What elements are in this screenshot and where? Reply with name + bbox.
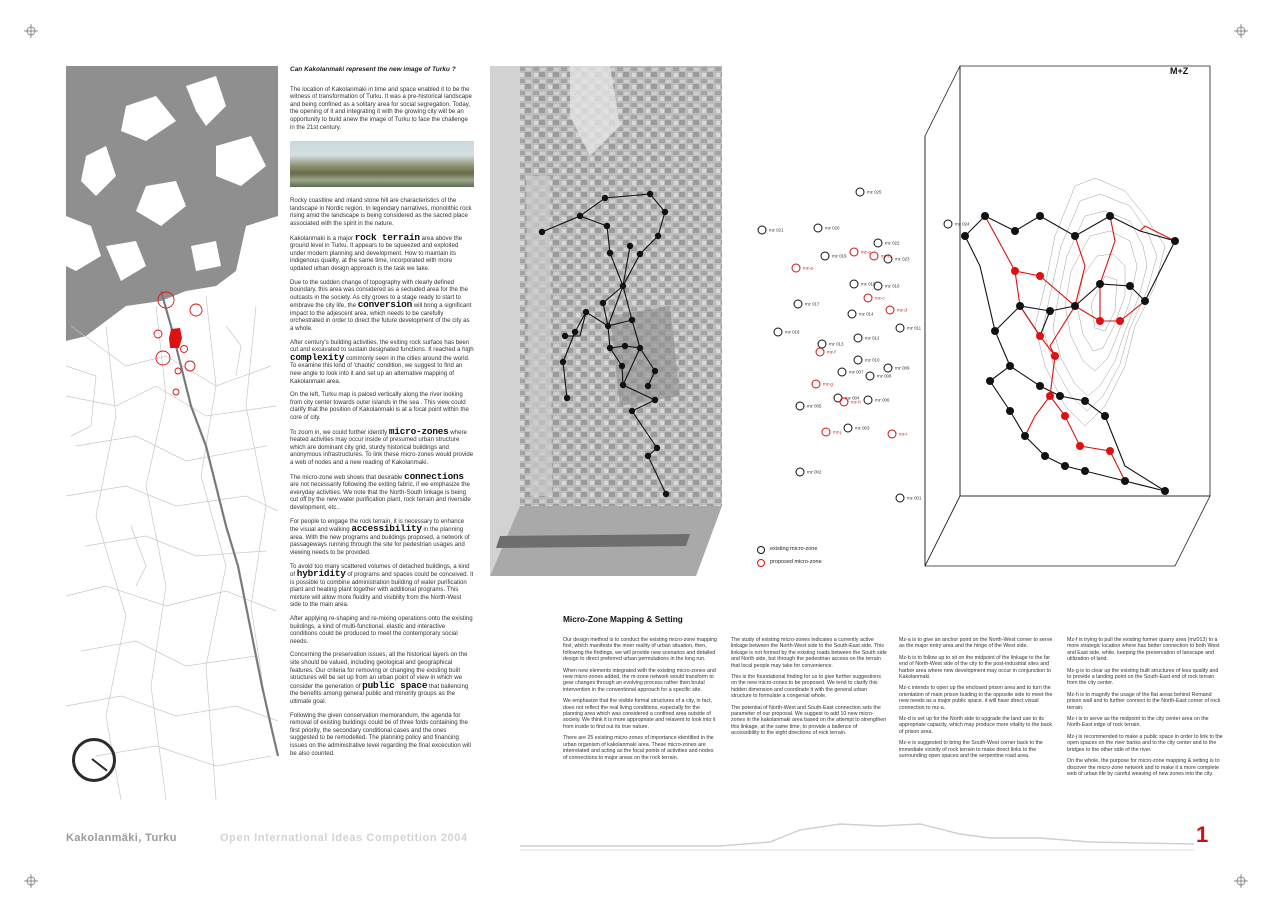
microzone-marker — [850, 280, 858, 288]
page-number: 1 — [1196, 822, 1209, 847]
aerial-microzone-web — [490, 66, 722, 576]
body-column-1: Our design method is to conduct the existing micro-zone mapping first, which manifests the inner reality of urban situation, then, following the findings, we will provide new scenarios and detailed design to direct preferred urban permutations in the long run. When new elements integrated with the existing micro-zones and new micro-zones added, the m-zone network would transform to gear changes through an evolving process rather then brutal intervention in the conventional approach for a specific site. We emphasize that the visible formal structures of a city, in fact, does not reflect the real living conditions, especially for the planning area which was considered a confined area outside of society. We think it is more appropriate and relavent to look into it from inside to find out its true nature. There are 25 existing micro-zones of importance identified in the urban organism of kakolanmaki area. These micro-zones are interrelated and acting as the focal points of activities and nodes of connections to major areas on the rock terrain. — [563, 637, 717, 761]
microzone-marker — [834, 394, 842, 402]
microzone-marker — [796, 468, 804, 476]
keyword: public space — [362, 679, 428, 691]
legend-proposed: proposed micro-zone — [757, 556, 822, 569]
microzone-marker — [822, 428, 830, 436]
microzone-label: mz 010 — [865, 357, 880, 363]
box-proposed-nodes — [1011, 267, 1124, 455]
microzone-node — [854, 356, 880, 364]
microzone-label: mz 004 — [845, 395, 860, 401]
crop-mark-bottom-right — [1234, 874, 1248, 888]
microzone-label: mz-e — [861, 249, 871, 255]
microzone-marker — [794, 300, 802, 308]
microzone-marker — [818, 340, 826, 348]
microzone-marker — [840, 398, 848, 406]
microzone-node — [796, 402, 822, 410]
microzone-marker — [850, 248, 858, 256]
microzone-label: mz-c — [875, 295, 885, 301]
crop-mark-top-right — [1234, 24, 1248, 38]
microzone-diagram — [740, 180, 970, 510]
microzone-marker — [814, 224, 822, 232]
microzone-marker — [896, 324, 904, 332]
microzone-marker — [864, 294, 872, 302]
essay-paragraph: Due to the sudden change of topography with clearly defined boundary, this area was considered as a secluded area for the the outcasts in the society. As city grows to a stage ready to start to embrave the city life, the conversion will bring a significant impact to the adjescent area, which needs to be carefully orchestrated in order to direct the future development of the city as a whole. — [290, 278, 472, 333]
microzone-label: mz-g — [823, 381, 833, 387]
turku-map-strip — [66, 66, 278, 800]
section-title: Micro-Zone Mapping & Setting — [563, 614, 683, 624]
microzone-marker — [874, 239, 882, 247]
microzone-marker — [816, 348, 824, 356]
microzone-label: mz 005 — [807, 403, 822, 409]
microzone-label: mz-j — [833, 429, 842, 435]
microzone-label: mz-d — [897, 307, 907, 313]
microzone-marker — [888, 430, 896, 438]
microzone-marker — [774, 328, 782, 336]
footer-subtitle: Open International Ideas Competition 2004 — [220, 832, 468, 844]
microzone-node — [870, 252, 891, 260]
microzone-marker — [886, 306, 894, 314]
essay-paragraph: After applying re-shaping and re-mixing operations onto the existing buildings, a kind of multi-functional, elastic and interactive conditions could be produced to meet the contemporary social needs. — [290, 615, 473, 645]
body-column-3: Mz-a is to give an anchor point on the North-West corner to serve as the major entry area and the hinge of the West side. Mz-b is to follow up to sit on the midpoint of the linkage to the far end of North-West side of the city to the post-industrial sites and harbor area where new development may occur in conjunction to Kakolanmaki. Mz-c intends to open up the enclosed prison area and to turn the orientation of main prison buiding to the opposite side to meet the new needs as a major public space. it will have direct visual connection to mz-a. Mz-d is set up for the North side to upgrade the land use to its appropriate capacity, which may produce more vitality to the back of prison area. Mz-e is suggested to bring the South-West corner back to the immediate vicinity of rock terrain to make direct links to the surrounding open spaces and the serpentine road area. — [899, 637, 1053, 760]
microzone-marker — [796, 402, 804, 410]
microzone-node — [821, 252, 847, 260]
essay-paragraph: For people to engage the rock terrain, it is necessary to enhance the visual and walking accessibility in the planning area. With the new programs and buildings proposed, a network of passageways running through the site for pedestrian usages and viewing needs to be provided. — [290, 517, 470, 556]
intro-paragraph: The location of Kakolanmaki in time and space enabled it to be the witness of transformation of Turku. It was a pre-historical landscape and being confined as a solitary area for social segregation. Today, the opening of it and integrating it with the growing city will be an opportunity to build anew the image of Turku to face the challenge in the 21st century. — [290, 85, 472, 131]
microzone-label: mz-b — [881, 253, 891, 259]
clock-hand — [91, 758, 107, 771]
microzone-node — [886, 306, 907, 314]
microzone-marker — [854, 334, 862, 342]
legend-existing: existing micro-zone — [757, 543, 822, 556]
essay-paragraph: On the left, Turku map is palced vertically along the river looking from city center towards outer islands in the sea . This view could clarify that the position of Kakolanmaki is at a focal point within the core of city. — [290, 391, 469, 421]
microzone-marker — [864, 396, 872, 404]
microzone-node — [896, 324, 922, 332]
microzone-node — [812, 380, 833, 388]
footer-title: Kakolanmäki, Turku — [66, 832, 177, 844]
keyword: hybridity — [296, 568, 346, 580]
microzone-node — [848, 310, 874, 318]
essay-paragraph: The micro-zone web shows that desirable connections are not necessarily following the exiting fabric, if we emphasize the everyday activities. We note that the North-South linkage is being cut off by the new water purification plant, rock terrain and riverside development, etc.. — [290, 470, 471, 511]
proposed-marker-icon — [757, 559, 765, 567]
microzone-label: mz 012 — [865, 335, 880, 341]
microzone-label: mz 016 — [885, 283, 900, 289]
microzone-label: mz 023 — [895, 256, 910, 262]
keyword: connections — [404, 470, 464, 482]
microzone-marker — [844, 424, 852, 432]
microzone-marker — [821, 252, 829, 260]
microzone-node — [796, 468, 822, 476]
essay-paragraph: To avoid too many scattered volumes of detached buildings, a kind of hybridity of programs and spaces could be conceived. It is possible to combine administration building of water purification plant and heating plant together with additional programs. This mixture will allow more fluidity and visibility from the North-West side to the main area. — [290, 562, 474, 609]
mz-box-label: M+Z — [1170, 66, 1189, 76]
essay-paragraph: To zoom in, we could further identify micro-zones where heated activities may occur inside of presumed urban structure which are dominant city grid, sturdy historical buildings and anonymous infrastructures. To link these micro-zones would provide a web of nodes and a new reading of Kakolanmaki. — [290, 425, 474, 466]
microzone-node — [792, 264, 813, 272]
microzone-label: mz 003 — [855, 425, 870, 431]
microzone-marker — [848, 310, 856, 318]
terrain-profile-line — [520, 812, 1194, 852]
microzone-node — [856, 188, 882, 196]
microzone-label: mz 019 — [832, 253, 847, 259]
microzone-node — [844, 424, 870, 432]
microzone-node — [818, 340, 844, 348]
microzone-node — [758, 226, 784, 234]
body-column-2: The study of existing micro-zones indicates a currently active linkage between the North-West side to the South-East side. This linkage is not formed by the existing roads between the South side and North side, but through the pedestrian access on the terrain that local people may take for convenience. This is the foundational finding for us to give further suggestions on the new micro-zones to be proposed. We tend to clarify this hidden dimension and coordinate it with the general urban structure to formulate a congenial whole. The potential of North-West and South-East connection sets the parameter of our proposal. We suggest to add 10 new micro-zones in the kakolanmaki area based on the attempt to strengthen this linkage, at the same time, to provide a ballence of accessibility to the eight directions of rock terrain. — [731, 637, 887, 737]
crop-mark-bottom-left — [24, 874, 38, 888]
microzone-label: mz 009 — [895, 365, 910, 371]
microzone-label: mz 022 — [885, 240, 900, 246]
microzone-node — [854, 334, 880, 342]
microzone-marker — [884, 364, 892, 372]
microzone-node — [850, 248, 871, 256]
microzone-label: mz 021 — [769, 227, 784, 233]
microzone-label: mz 017 — [805, 301, 820, 307]
microzone-label: mz 014 — [859, 311, 874, 317]
microzone-node — [888, 430, 907, 438]
microzone-node — [884, 364, 910, 372]
microzone-node — [840, 395, 861, 406]
microzone-legend — [757, 543, 822, 569]
essay-column — [290, 66, 474, 763]
clock-icon — [72, 738, 116, 782]
microzone-node — [864, 396, 890, 404]
keyword: micro-zones — [388, 425, 449, 437]
microzone-marker — [792, 264, 800, 272]
microzone-label: mz 008 — [877, 373, 892, 379]
keyword: conversion — [357, 299, 413, 311]
microzone-node — [774, 328, 800, 336]
microzone-label: mz 011 — [907, 325, 922, 331]
microzone-label: mz-f — [827, 349, 836, 355]
microzone-label: mz 015 — [861, 281, 876, 287]
crop-mark-top-left — [24, 24, 38, 38]
microzone-label: mz-h — [851, 399, 861, 405]
essay-paragraph: Kakolanmaki is a major rock terrain area above the ground level in Turku. It appears to be squeezed and exploited under modern planning and development. How to maintain its indigenous quality, at the same time, incorporated with more updated urban design approach is the task we take. — [290, 231, 463, 272]
microzone-marker — [856, 188, 864, 196]
microzone-node — [864, 294, 885, 302]
existing-marker-icon — [757, 546, 765, 554]
keyword: rock terrain — [354, 231, 420, 243]
microzone-label: mz 013 — [829, 341, 844, 347]
microzone-label: mz 025 — [867, 189, 882, 195]
microzone-label: mz-a — [803, 265, 813, 271]
essay-paragraph: After century's building activities, the exiting rock surface has been cut and excavated to sustain designated functions. It reached a high complexity commonly seen in the cities around the world. To examine this kind of 'chaotic' condition, we suggest to find an new angle to look into it and set up an alternative mapping of Kakolanmaki area. — [290, 338, 474, 385]
microzone-label: mz-i — [899, 431, 908, 437]
essay-paragraph: Rocky coastline and inland stone hill are characteristics of the landscape in Nordic region. In legendary narratives, monolithic rock rising amid the landscape is being considered as the sacred place associated with the spirit in the nature. — [290, 197, 472, 227]
microzone-node — [874, 282, 900, 290]
microzone-label: mz 020 — [825, 225, 840, 231]
essay-paragraph: Concerning the preservation issues, all the historical layers on the site should be valued, including geological and geographical features. Our criteria for removing or changing the existing built structures will be set up from an urban point of view in which we consider the generation of public space that ballencing the benefits among general public and minority groups as the ultimate goal. — [290, 651, 469, 705]
mz-terrain-box — [925, 66, 1210, 576]
microzone-node — [850, 280, 876, 288]
microzone-node — [896, 494, 922, 502]
microzone-label: mz 007 — [849, 369, 864, 375]
keyword: complexity — [290, 351, 345, 363]
microzone-label: mz 018 — [785, 329, 800, 335]
microzone-marker — [838, 368, 846, 376]
body-column-4: Mz-f is trying to pull the existing former quarry area (mz013) to a more strategic location where has better connection to both West and East side, while, keeping the preservation of lanscape and utilization of land. Mz-g is to clear up the existing built structures of less quality and to provide a landing point on the South-East end of rock terrain from the city center. Mz-h is to magnify the usage of the flat areas behind Remand prison wall and to further connect to the North-East corner of rock terrain. Mz-i is to serve as the midpoint to the city center area on the North-East edge of rock terrain. Mz-j is recommended to make a public space in order to link to the open spaces on the river banks and to the city center and to the bridges to the other side of the river. On the whole, the purpose for micro-zone mapping & setting is to discover the micro-zone network and to make it a more complete web of urban life by careful weaving of new zones into the city. — [1067, 637, 1223, 777]
microzone-marker — [758, 226, 766, 234]
microzone-node — [838, 368, 864, 376]
microzone-node — [814, 224, 840, 232]
essay-heading: Can Kakolanmaki represent the new image of Turku ? — [290, 66, 456, 73]
microzone-marker — [866, 372, 874, 380]
microzone-label: mz 006 — [875, 397, 890, 403]
microzone-node — [794, 300, 820, 308]
box-existing-nodes — [961, 212, 1179, 495]
microzone-marker — [812, 380, 820, 388]
essay-paragraph: Following the given conservation memorandum, the agenda for removal of existing buildings could be of three folds containing the first priority, the secondary conditional cases and the ones suggested to be remodelled. The planning policy and financing issues on the administrative level regarding the final excecution will be also counted. — [290, 711, 471, 757]
microzone-marker — [854, 356, 862, 364]
microzone-node — [866, 372, 892, 380]
microzone-label: mz 024 — [955, 221, 970, 227]
keyword: accessibility — [351, 523, 422, 535]
microzone-node — [816, 348, 836, 356]
microzone-marker — [870, 252, 878, 260]
microzone-label: mz 001 — [907, 495, 922, 501]
landscape-photo — [290, 141, 474, 187]
microzone-node — [874, 239, 900, 247]
microzone-node — [822, 428, 841, 436]
microzone-label: mz 002 — [807, 469, 822, 475]
microzone-marker — [896, 494, 904, 502]
